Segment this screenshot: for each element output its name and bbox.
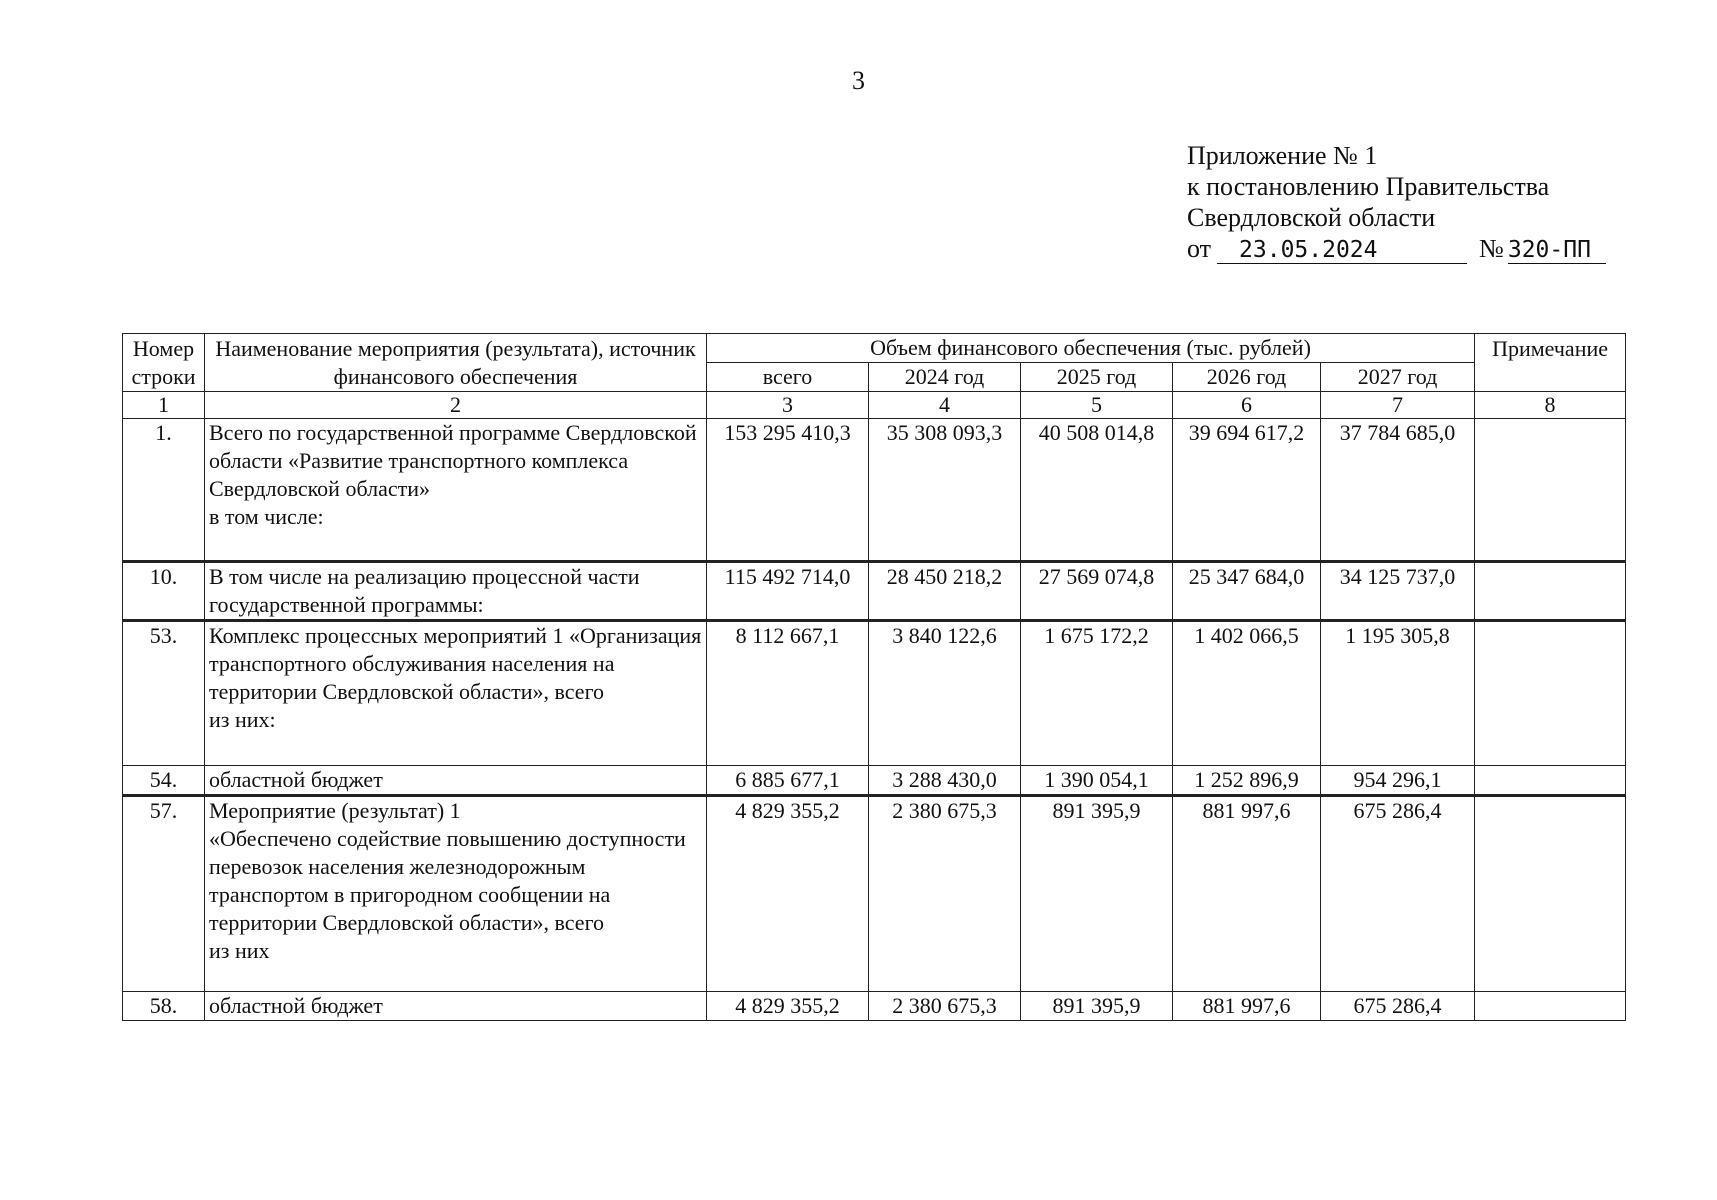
row-2027: 34 125 737,0 <box>1321 562 1475 621</box>
row-note <box>1475 419 1626 562</box>
row-2024: 3 840 122,6 <box>869 621 1021 766</box>
row-2025: 1 675 172,2 <box>1021 621 1173 766</box>
row-name: Комплекс процессных мероприятий 1 «Организация транспортного обслуживания населения на территории Свердловской области», всего из них: <box>205 621 707 766</box>
row-name: Всего по государственной программе Свердловской области «Развитие транспортного комплекса Свердловской области» в том числе: <box>205 419 707 562</box>
row-name: В том числе на реализацию процессной части государственной программы: <box>205 562 707 621</box>
header-name: Наименование мероприятия (результата), источник финансового обеспечения <box>205 334 707 392</box>
column-number: 4 <box>869 392 1021 419</box>
row-number: 58. <box>123 992 205 1021</box>
column-number: 7 <box>1321 392 1475 419</box>
header-row-1 <box>123 334 1626 363</box>
row-total: 8 112 667,1 <box>707 621 869 766</box>
row-total: 6 885 677,1 <box>707 766 869 796</box>
column-number: 1 <box>123 392 205 419</box>
annex-date-line <box>1187 233 1606 264</box>
column-number-row <box>123 392 1626 419</box>
table-row <box>123 796 1626 992</box>
row-note <box>1475 992 1626 1021</box>
header-total: всего <box>707 363 869 392</box>
row-2027: 675 286,4 <box>1321 796 1475 992</box>
row-name: областной бюджет <box>205 992 707 1021</box>
row-number: 10. <box>123 562 205 621</box>
annex-number-label: № <box>1479 234 1504 263</box>
row-2025: 27 569 074,8 <box>1021 562 1173 621</box>
row-2026: 39 694 617,2 <box>1173 419 1321 562</box>
row-2026: 881 997,6 <box>1173 992 1321 1021</box>
annex-title: Приложение № 1 <box>1187 141 1378 170</box>
row-2025: 40 508 014,8 <box>1021 419 1173 562</box>
row-total: 4 829 355,2 <box>707 796 869 992</box>
header-row-number: Номер строки <box>123 334 205 392</box>
column-number: 2 <box>205 392 707 419</box>
row-2027: 37 784 685,0 <box>1321 419 1475 562</box>
row-2024: 35 308 093,3 <box>869 419 1021 562</box>
header-2025: 2025 год <box>1021 363 1173 392</box>
annex-line-resolution: к постановлению Правительства <box>1187 172 1550 201</box>
table-row <box>123 419 1626 562</box>
row-2025: 891 395,9 <box>1021 796 1173 992</box>
row-name: Мероприятие (результат) 1 «Обеспечено содействие повышению доступности перевозок населения железнодорожным транспортом в пригородном сообщении на территории Свердловской области», всего из них <box>205 796 707 992</box>
header-2027: 2027 год <box>1321 363 1475 392</box>
row-2026: 25 347 684,0 <box>1173 562 1321 621</box>
table-row <box>123 992 1626 1021</box>
row-name: областной бюджет <box>205 766 707 796</box>
column-number: 3 <box>707 392 869 419</box>
row-2026: 1 252 896,9 <box>1173 766 1321 796</box>
row-2027: 1 195 305,8 <box>1321 621 1475 766</box>
funding-table <box>122 333 1626 1021</box>
row-number: 53. <box>123 621 205 766</box>
header-funding: Объем финансового обеспечения (тыс. рублей) <box>707 334 1475 363</box>
row-2025: 891 395,9 <box>1021 992 1173 1021</box>
row-note <box>1475 621 1626 766</box>
header-2024: 2024 год <box>869 363 1021 392</box>
row-note <box>1475 562 1626 621</box>
column-number: 5 <box>1021 392 1173 419</box>
row-total: 115 492 714,0 <box>707 562 869 621</box>
row-number: 57. <box>123 796 205 992</box>
annex-number: 320-ПП <box>1508 237 1606 264</box>
row-2026: 881 997,6 <box>1173 796 1321 992</box>
row-2024: 28 450 218,2 <box>869 562 1021 621</box>
row-2027: 675 286,4 <box>1321 992 1475 1021</box>
row-2024: 2 380 675,3 <box>869 796 1021 992</box>
row-2025: 1 390 054,1 <box>1021 766 1173 796</box>
row-2026: 1 402 066,5 <box>1173 621 1321 766</box>
row-total: 153 295 410,3 <box>707 419 869 562</box>
annex-line-region: Свердловской области <box>1187 203 1436 232</box>
annex-date: 23.05.2024 <box>1217 237 1467 264</box>
column-number: 8 <box>1475 392 1626 419</box>
table-row <box>123 766 1626 796</box>
header-2026: 2026 год <box>1173 363 1321 392</box>
row-number: 54. <box>123 766 205 796</box>
row-2027: 954 296,1 <box>1321 766 1475 796</box>
row-note <box>1475 766 1626 796</box>
table-row <box>123 621 1626 766</box>
row-note <box>1475 796 1626 992</box>
row-number: 1. <box>123 419 205 562</box>
row-2024: 2 380 675,3 <box>869 992 1021 1021</box>
annex-from-label: от <box>1187 234 1212 263</box>
header-note: Примечание <box>1475 334 1626 392</box>
page-number: 3 <box>852 66 865 95</box>
annex-block <box>1187 140 1606 264</box>
table-row <box>123 562 1626 621</box>
row-total: 4 829 355,2 <box>707 992 869 1021</box>
column-number: 6 <box>1173 392 1321 419</box>
row-2024: 3 288 430,0 <box>869 766 1021 796</box>
